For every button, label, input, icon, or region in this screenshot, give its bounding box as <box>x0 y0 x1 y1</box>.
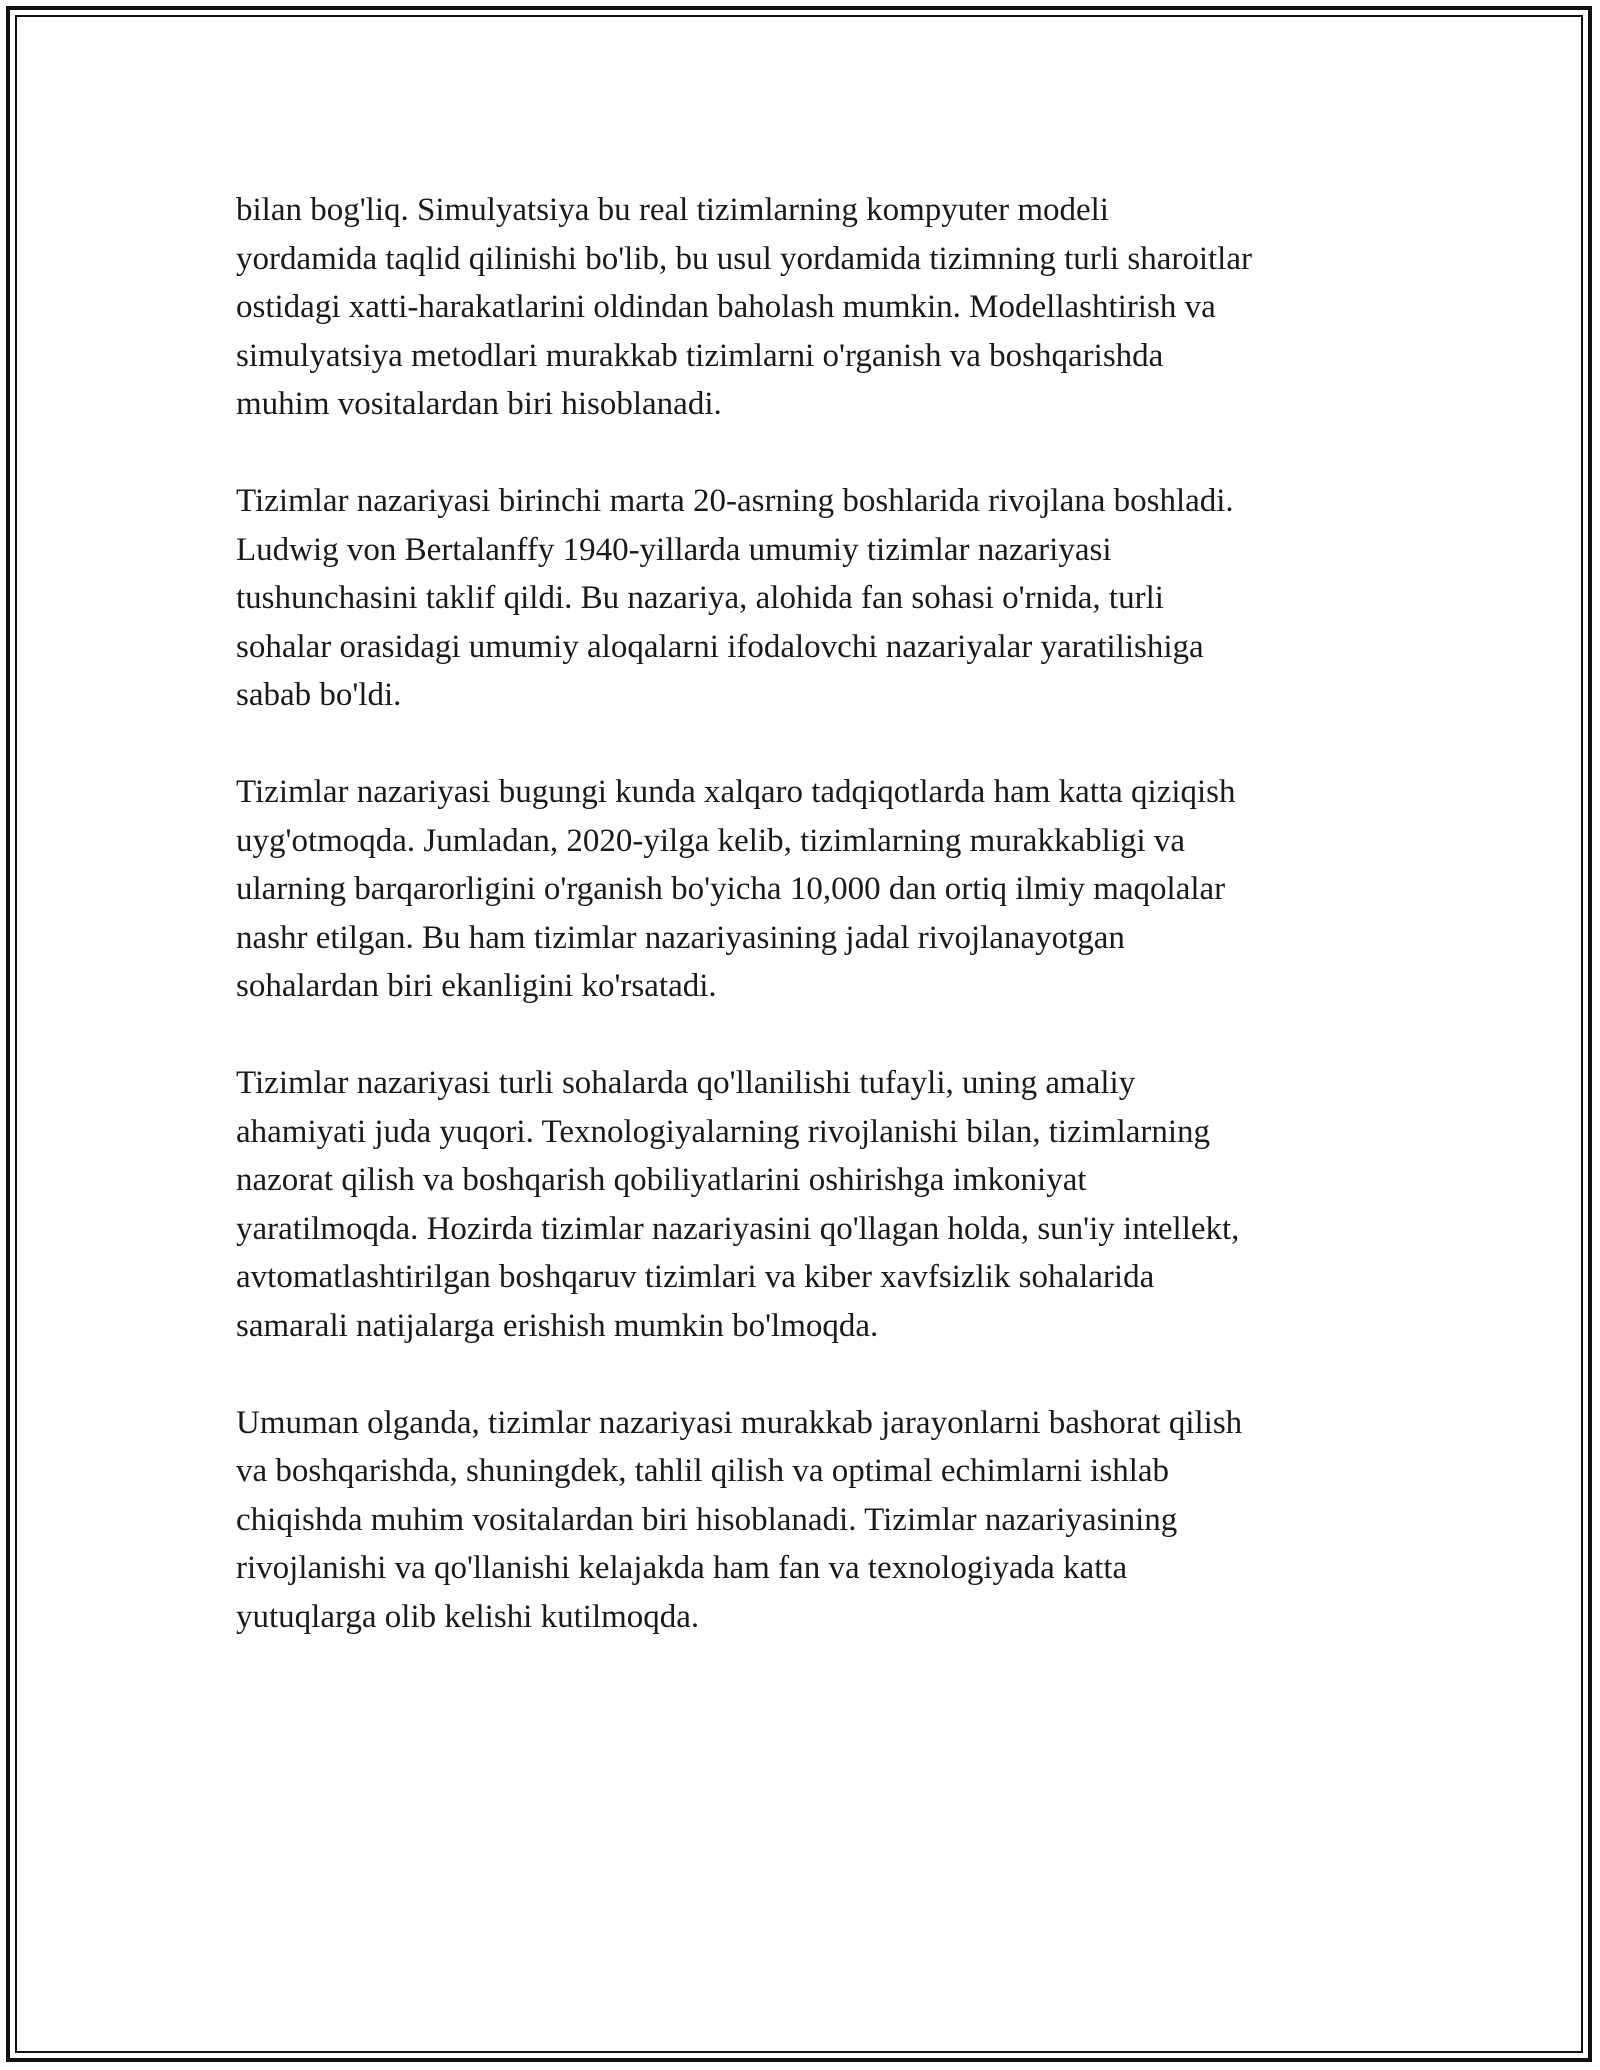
text-line: ularning barqarorligini o'rganish bo'yicha 10,000 dan ortiq ilmiy maqolalar <box>236 871 1226 907</box>
text-line: nashr etilgan. Bu ham tizimlar nazariyasining jadal rivojlanayotgan <box>236 919 1125 956</box>
text-line: Tizimlar nazariyasi bugungi kunda xalqaro tadqiqotlarda ham katta qiziqish <box>236 774 1236 810</box>
text-line: rivojlanishi va qo'llanishi kelajakda ham fan va texnologiyada katta <box>236 1550 1128 1586</box>
text-line: sabab bo'ldi. <box>236 677 402 713</box>
text-line: yaratilmoqda. Hozirda tizimlar nazariyasini qo'llagan holda, sun'iy intellekt, <box>236 1210 1240 1247</box>
text-line: ahamiyati juda yuqori. Texnologiyalarning rivojlanishi bilan, tizimlarning <box>236 1113 1211 1150</box>
text-line: samarali natijalarga erishish mumkin bo'lmoqda. <box>236 1307 879 1344</box>
text-line: muhim vositalardan biri hisoblanadi. <box>236 386 722 422</box>
document-body <box>236 186 1376 1690</box>
text-line: Umuman olganda, tizimlar nazariyasi murakkab jarayonlarni bashorat qilish <box>236 1404 1243 1441</box>
paragraph-simulation <box>236 186 1376 429</box>
text-line: nazorat qilish va boshqarish qobiliyatlarini oshirishga imkoniyat <box>236 1162 1087 1198</box>
text-line: simulyatsiya metodlari murakkab tizimlarni o'rganish va boshqarishda <box>236 337 1164 374</box>
text-line: ostidagi xatti-harakatlarini oldindan baholash mumkin. Modellashtirish va <box>236 289 1216 325</box>
text-line: sohalardan biri ekanligini ko'rsatadi. <box>236 968 717 1004</box>
text-line: bilan bog'liq. Simulyatsiya bu real tizimlarning kompyuter modeli <box>236 192 1109 228</box>
text-line: tushunchasini taklif qildi. Bu nazariya, alohida fan sohasi o'rnida, turli <box>236 580 1164 616</box>
paragraph-history <box>236 477 1376 720</box>
paragraph-research <box>236 768 1376 1011</box>
paragraph-applications <box>236 1059 1376 1350</box>
text-line: yordamida taqlid qilinishi bo'lib, bu usul yordamida tizimning turli sharoitlar <box>236 240 1252 277</box>
text-line: yutuqlarga olib kelishi kutilmoqda. <box>236 1598 700 1635</box>
paragraph-conclusion <box>236 1399 1376 1642</box>
text-line: Tizimlar nazariyasi turli sohalarda qo'llanilishi tufayli, uning amaliy <box>236 1065 1136 1101</box>
text-line: avtomatlashtirilgan boshqaruv tizimlari va kiber xavfsizlik sohalarida <box>236 1259 1155 1295</box>
text-line: uyg'otmoqda. Jumladan, 2020-yilga kelib, tizimlarning murakkabligi va <box>236 822 1186 859</box>
text-line: chiqishda muhim vositalardan biri hisoblanadi. Tizimlar nazariyasining <box>236 1501 1178 1538</box>
text-line: sohalar orasidagi umumiy aloqalarni ifodalovchi nazariyalar yaratilishiga <box>236 628 1204 665</box>
text-line: va boshqarishda, shuningdek, tahlil qilish va optimal echimlarni ishlab <box>236 1453 1170 1489</box>
text-line: Ludwig von Bertalanffy 1940-yillarda umumiy tizimlar nazariyasi <box>236 531 1112 568</box>
text-line: Tizimlar nazariyasi birinchi marta 20-asrning boshlarida rivojlana boshladi. <box>236 483 1234 519</box>
